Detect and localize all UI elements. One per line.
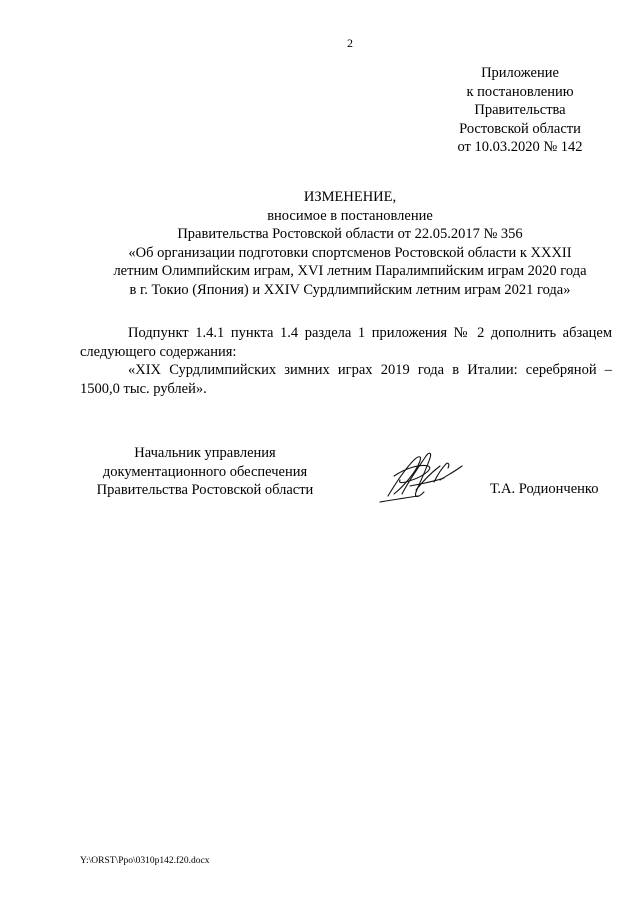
page-number: 2 xyxy=(347,36,353,50)
title-line: летним Олимпийским играм, XVI летним Паралимпийским играм 2020 года xyxy=(113,263,587,279)
appendix-line: Приложение xyxy=(481,65,559,81)
appendix-block xyxy=(400,64,640,157)
handwritten-signature xyxy=(374,446,470,508)
document-body xyxy=(80,324,612,398)
position-line: Правительства Ростовской области xyxy=(96,482,314,498)
appendix-line: от 10.03.2020 № 142 xyxy=(457,139,583,155)
signatory-position xyxy=(80,444,330,500)
position-line: Начальник управления xyxy=(134,445,276,461)
appendix-line: Ростовской области xyxy=(459,120,581,137)
signer-name: Т.А. Родионченко xyxy=(490,481,599,497)
appendix-line: Правительства xyxy=(474,102,566,118)
body-paragraph: «XIX Сурдлимпийских зимних играх 2019 года в Италии: серебряной – 1500,0 тыс. рублей». xyxy=(80,362,612,397)
position-line: документационного обеспечения xyxy=(102,463,308,480)
title-line: в г. Токио (Япония) и XXIV Сурдлимпийским летним играм 2021 года» xyxy=(129,281,571,298)
file-path: Y:\ORST\Ppo\0310p142.f20.docx xyxy=(80,856,210,866)
body-paragraph: Подпункт 1.4.1 пункта 1.4 раздела 1 приложения № 2 дополнить абзацем следующего содержания: xyxy=(80,325,612,360)
title-heading: ИЗМЕНЕНИЕ, xyxy=(303,189,397,205)
title-line: вносимое в постановление xyxy=(267,207,433,224)
title-line: «Об организации подготовки спортсменов Ростовской области к XXXII xyxy=(128,244,572,261)
appendix-line: к постановлению xyxy=(466,83,574,100)
title-line: Правительства Ростовской области от 22.05.2017 № 356 xyxy=(177,226,523,242)
document-title xyxy=(60,188,640,299)
